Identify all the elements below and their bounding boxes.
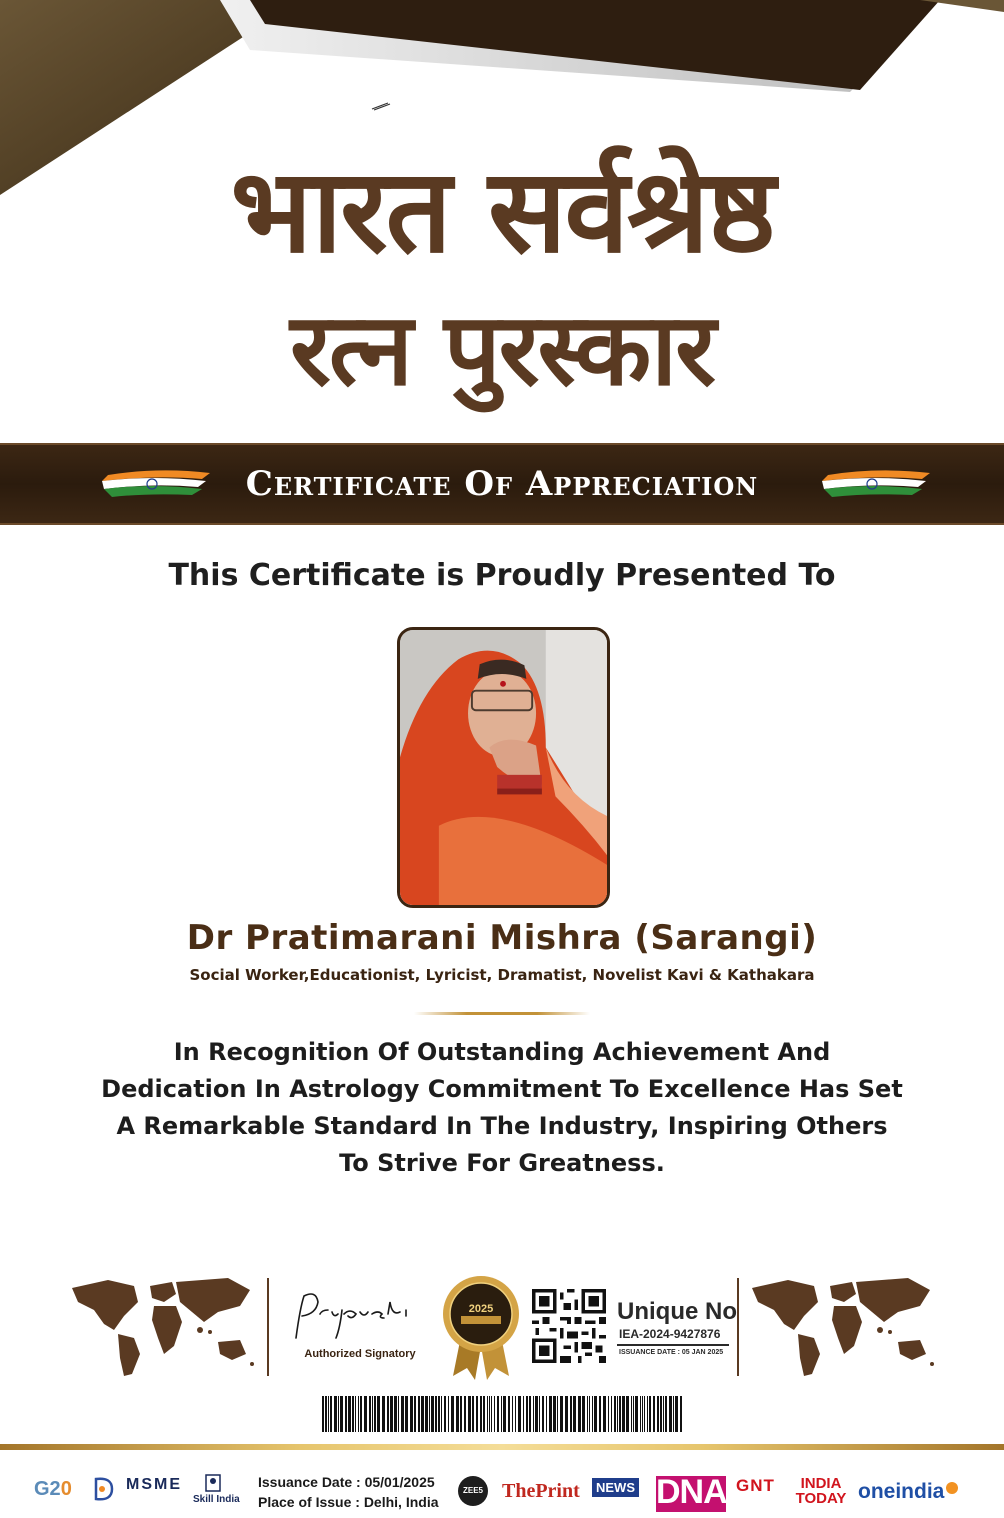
award-seal-icon — [441, 1276, 521, 1380]
world-map-icon — [748, 1272, 938, 1382]
recipient-name: Dr Pratimarani Mishra (Sarangi) — [186, 918, 818, 958]
footer-divider — [737, 1278, 739, 1376]
msme-logo: MSME — [126, 1476, 182, 1493]
digital-india-logo-icon — [92, 1475, 116, 1503]
signature-image — [286, 1288, 434, 1346]
dna-logo: DNA — [656, 1473, 727, 1511]
unique-divider — [617, 1344, 729, 1346]
banner-title: Certificate Of Appreciation — [245, 464, 759, 504]
award-title-line1: भारत सर्वश्रेष्ठ — [230, 144, 774, 279]
unique-issuance-date: ISSUANCE DATE : 05 JAN 2025 — [619, 1349, 724, 1356]
oneindia-logo: oneindia — [858, 1480, 945, 1503]
g20-logo-text: G2 — [34, 1478, 61, 1500]
recipient-photo — [397, 627, 610, 908]
authorized-signatory-label: Authorized Signatory — [304, 1348, 416, 1360]
gnt-logo: GNT — [736, 1476, 775, 1495]
unique-number-label: Unique No — [617, 1298, 737, 1325]
barcode — [318, 1394, 686, 1434]
qr-code[interactable] — [532, 1288, 606, 1364]
recipient-roles: Social Worker,Educationist, Lyricist, Dramatist, Novelist Kavi & Kathakara — [189, 966, 815, 984]
news18-logo: NEWS — [592, 1478, 639, 1497]
oneindia-dot-icon — [946, 1482, 958, 1494]
skill-india-logo: Skill India — [193, 1494, 240, 1505]
g20-logo-digit: 0 — [60, 1478, 72, 1500]
g20-logo — [34, 1478, 72, 1501]
theprint-logo: ThePrint — [502, 1480, 580, 1502]
zee5-logo: ZEE5 — [458, 1476, 488, 1506]
world-map-icon — [68, 1272, 258, 1382]
footer-divider — [267, 1278, 269, 1376]
india-flag-icon — [818, 465, 938, 505]
unique-number-value: IEA-2024-9427876 — [619, 1327, 721, 1341]
gold-divider — [414, 1012, 590, 1015]
skill-india-icon — [205, 1474, 221, 1492]
india-today-logo: INDIA TODAY — [795, 1475, 847, 1507]
presented-to-heading: This Certificate is Proudly Presented To — [168, 558, 836, 593]
award-title-line2: रत्न पुरस्कार — [289, 291, 715, 408]
recognition-text: In Recognition Of Outstanding Achievement And Dedication In Astrology Commitment To Excellence Has Set A Remarkable Standard In The Industry, Inspiring Others To Strive For Greatness. — [101, 1038, 903, 1177]
pen-icon — [370, 100, 392, 112]
seal-year: 2025 — [468, 1303, 494, 1315]
place-of-issue: Place of Issue : Delhi, India — [258, 1494, 439, 1510]
certificate-banner — [0, 443, 1004, 525]
gold-bottom-rule — [0, 1444, 1004, 1450]
issuance-date: Issuance Date : 05/01/2025 — [258, 1474, 435, 1490]
